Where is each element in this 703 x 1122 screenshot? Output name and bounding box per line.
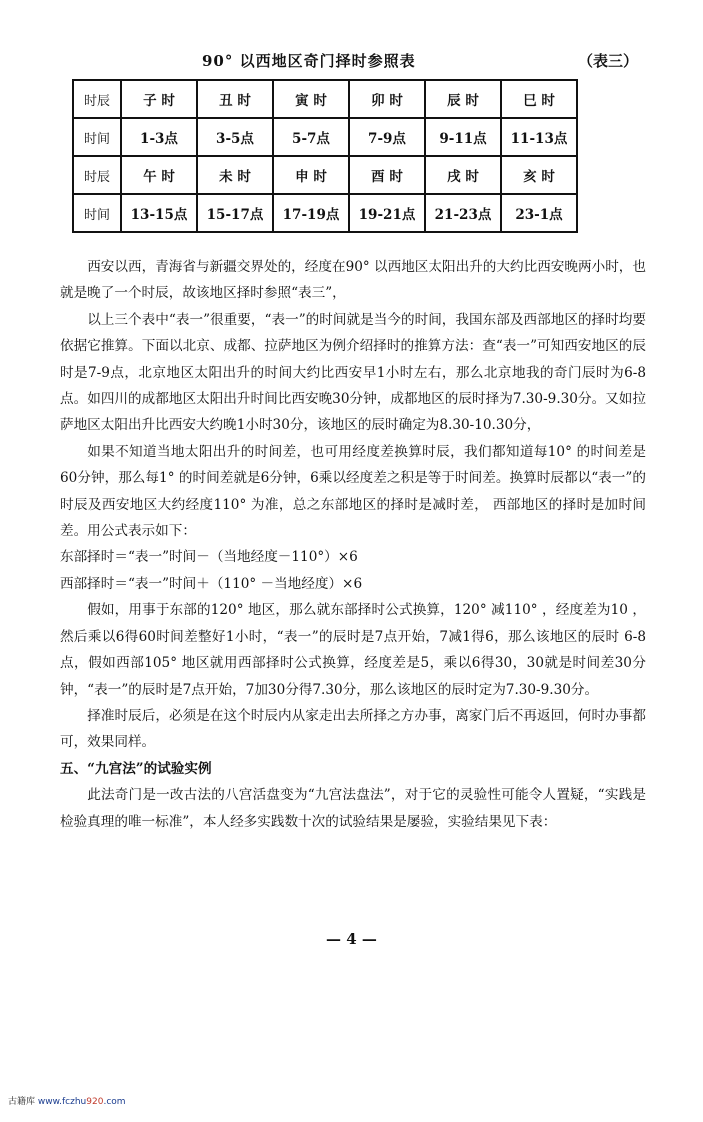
table-cell: 丑 时 [197,80,273,118]
table-cell: 未 时 [197,156,273,194]
footer-site-num: 920 [86,1097,104,1107]
table-cell: 戌 时 [425,156,501,194]
table-cell: 巳 时 [501,80,577,118]
footer-watermark [8,1094,126,1107]
table-cell: 23-1点 [501,194,577,232]
table-cell: 5-7点 [273,118,349,156]
formula-east: 东部择时＝“表一”时间－（当地经度－110°）×6 [60,549,358,566]
footer-label: 古籍库 [8,1097,36,1107]
table-cell: 11-13点 [501,118,577,156]
table-cell: 卯 时 [349,80,425,118]
table-cell: 辰 时 [425,80,501,118]
paragraph: 择准时辰后，必须是在这个时辰内从家走出去所择之方办事，离家门后不再返回，何时办事都可，效果同样。 [60,707,646,751]
row-head: 时间 [73,118,121,156]
paragraph: 西安以西，青海省与新疆交界处的，经度在90° 以西地区太阳出升的大约比西安晚两小时，也就是晚了一个时辰，故该地区择时参照“表三”， [60,259,646,302]
table-cell: 亥 时 [501,156,577,194]
table-title: 90° 以西地区奇门择时参照表 [202,52,416,70]
paragraph: 以上三个表中“表一”很重要，“表一”的时间就是当今的时间，我国东部及西部地区的择时均要依据它推算。下面以北京、成都、拉萨地区为例介绍择时的推算方法：查“表一”可知西安地区的辰时是7-9点，北京地区太阳出升的时间大约比西安早1小时左右，那么北京地我的奇门辰时为6-8点。如四川的成都地区太阳出升时间比西安晚30分钟，成都地区的辰时择为7.30-9.30分。又如拉萨地区太阳出升比西安大约晚1小时30分，该地区的辰时确定为8.30-10.30分， [60,311,646,434]
row-head: 时间 [73,194,121,232]
row-head: 时辰 [73,80,121,118]
table-cell: 3-5点 [197,118,273,156]
formula-west: 西部择时＝“表一”时间＋（110° －当地经度）×6 [60,575,363,592]
table-cell: 7-9点 [349,118,425,156]
table-cell: 申 时 [273,156,349,194]
row-head: 时辰 [73,156,121,194]
table-cell: 19-21点 [349,194,425,232]
table-cell: 15-17点 [197,194,273,232]
page-number: — 4 — [326,930,377,948]
table-cell: 9-11点 [425,118,501,156]
table-cell: 17-19点 [273,194,349,232]
header [60,50,680,74]
table-cell: 13-15点 [121,194,197,232]
table-cell: 21-23点 [425,194,501,232]
section-heading: 五、“九宫法”的试验实例 [60,760,212,777]
paragraph: 如果不知道当地太阳出升的时间差，也可用经度差换算时辰，我们都知道每10° 的时间差是60分钟，那么每1° 的时间差就是6分钟，6乘以经度差之积是等于时间差。换算时辰都以“表一”的时辰及西安地区大约经度110° 为准，总之东部地区的择时是减时差， 西部地区的择时是加时间差。用公式表示如下： [60,443,646,540]
body-text [60,254,646,835]
table-cell: 寅 时 [273,80,349,118]
table-cell: 酉 时 [349,156,425,194]
table-row [73,194,577,232]
paragraph: 假如，用事于东部的120° 地区，那么就东部择时公式换算，120° 减110° ，经度差为10 ，然后乘以6得60时间差整好1小时，“表一”的辰时是7点开始，7减1得6，那么该地区的辰时 6-8点，假如西部105° 地区就用西部择时公式换算，经度差是5，乘以6得30，30就是时间差30分钟，“表一”的辰时是7点开始，7加30分得7.30分，那么该地区的辰时定为7.30-9.30分。 [60,602,646,698]
table-tag: （表三） [577,52,638,70]
table-cell: 午 时 [121,156,197,194]
footer-site-a: www.fczhu [37,1097,87,1107]
table-row [73,80,577,118]
footer-site-b: .com [103,1097,126,1107]
reference-table [72,79,578,233]
table-cell: 子 时 [121,80,197,118]
table-row [73,156,577,194]
paragraph: 此法奇门是一改古法的八宫活盘变为“九宫法盘法”，对于它的灵验性可能令人置疑，“实践是检验真理的唯一标准”，本人经多实践数十次的试验结果是屡验，实验结果见下表： [60,787,646,830]
table-row [73,118,577,156]
table-cell: 1-3点 [121,118,197,156]
